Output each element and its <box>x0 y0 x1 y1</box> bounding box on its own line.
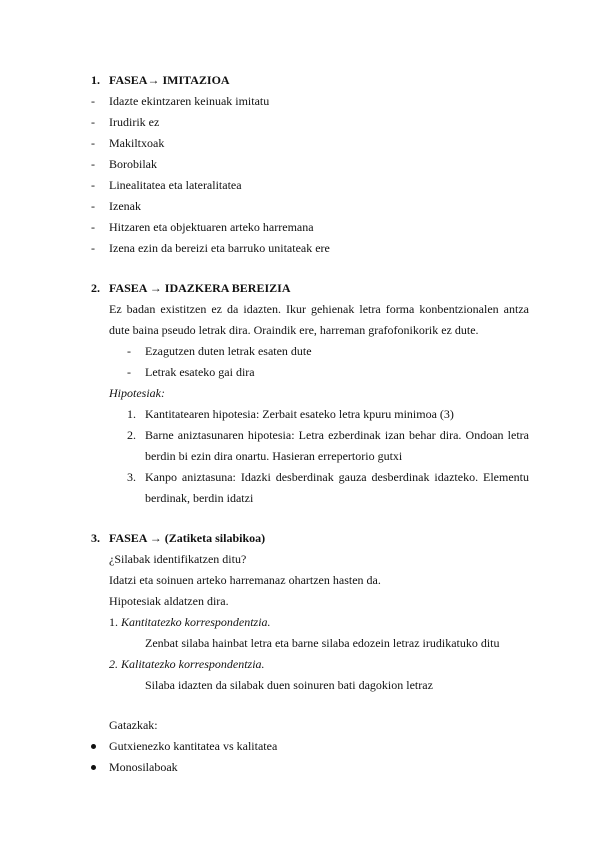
correspondence-text: Silaba idazten da silabak duen soinuren bati dagokion letraz <box>145 678 433 692</box>
list-item: Irudirik ez <box>109 115 160 129</box>
section3-number: 3. <box>91 531 100 545</box>
section2-heading: FASEA → IDAZKERA BEREIZIA <box>109 281 291 295</box>
section1-number: 1. <box>91 73 100 87</box>
list-item: Borobilak <box>109 157 157 171</box>
bullet-icon <box>91 765 96 770</box>
correspondence-number: 1. <box>109 615 118 629</box>
hypothesis-number: 1. <box>127 407 136 421</box>
section3-line: Idatzi eta soinuen arteko harremanaz ohartzen hasten da. <box>109 573 381 587</box>
section2-number: 2. <box>91 281 100 295</box>
conflicts-label: Gatazkak: <box>109 718 158 732</box>
hypothesis-number: 2. <box>127 428 136 442</box>
section2-paragraph-line: Ez badan existitzen ez da idazten. Ikur gehienak letra forma konbentzionalen antza <box>109 302 529 316</box>
list-item: Izenak <box>109 199 141 213</box>
correspondence-label: Kantitatezko korrespondentzia. <box>121 615 271 629</box>
dash-marker: - <box>91 157 95 171</box>
section1-heading: FASEA→ IMITAZIOA <box>109 73 230 87</box>
hypothesis-text: Kanpo aniztasuna: Idazki desberdinak gauza desberdinak idazteko. Elementu <box>145 470 529 484</box>
dash-marker: - <box>91 136 95 150</box>
dash-marker: - <box>127 365 131 379</box>
section3-line: Hipotesiak aldatzen dira. <box>109 594 229 608</box>
section3-heading: FASEA → (Zatiketa silabikoa) <box>109 531 266 545</box>
hypothesis-text: berdin bi ezin dira onartu. Hasieran errepertorio gutxi <box>145 449 403 463</box>
list-item: Ezagutzen duten letrak esaten dute <box>145 344 312 358</box>
list-item: Linealitatea eta lateralitatea <box>109 178 242 192</box>
list-item: Idazte ekintzaren keinuak imitatu <box>109 94 270 108</box>
bullet-icon <box>91 744 96 749</box>
correspondence-text: Zenbat silaba hainbat letra eta barne silaba edozein letraz irudikatuko ditu <box>145 636 500 650</box>
dash-marker: - <box>91 199 95 213</box>
list-item: Letrak esateko gai dira <box>145 365 255 379</box>
dash-marker: - <box>127 344 131 358</box>
list-item: Monosilaboak <box>109 760 178 774</box>
hypothesis-text: Kantitatearen hipotesia: Zerbait esateko letra kpuru minimoa (3) <box>145 407 454 421</box>
section2-paragraph-line: dute baina pseudo letrak dira. Oraindik ere, harreman grafofonikorik ez dute. <box>109 323 479 337</box>
section3-line: ¿Silabak identifikatzen ditu? <box>109 552 247 566</box>
hypotheses-label: Hipotesiak: <box>109 386 165 400</box>
dash-marker: - <box>91 241 95 255</box>
correspondence-label: 2. Kalitatezko korrespondentzia. <box>109 657 265 671</box>
hypothesis-text: berdinak, berdin idatzi <box>145 491 254 505</box>
dash-marker: - <box>91 115 95 129</box>
list-item: Makiltxoak <box>109 136 165 150</box>
list-item: Hitzaren eta objektuaren arteko harremana <box>109 220 314 234</box>
list-item: Gutxienezko kantitatea vs kalitatea <box>109 739 278 753</box>
list-item: Izena ezin da bereizi eta barruko unitateak ere <box>109 241 330 255</box>
hypothesis-text: Barne aniztasunaren hipotesia: Letra ezberdinak izan behar dira. Ondoan letra <box>145 428 529 442</box>
dash-marker: - <box>91 178 95 192</box>
dash-marker: - <box>91 220 95 234</box>
hypothesis-number: 3. <box>127 470 136 484</box>
dash-marker: - <box>91 94 95 108</box>
